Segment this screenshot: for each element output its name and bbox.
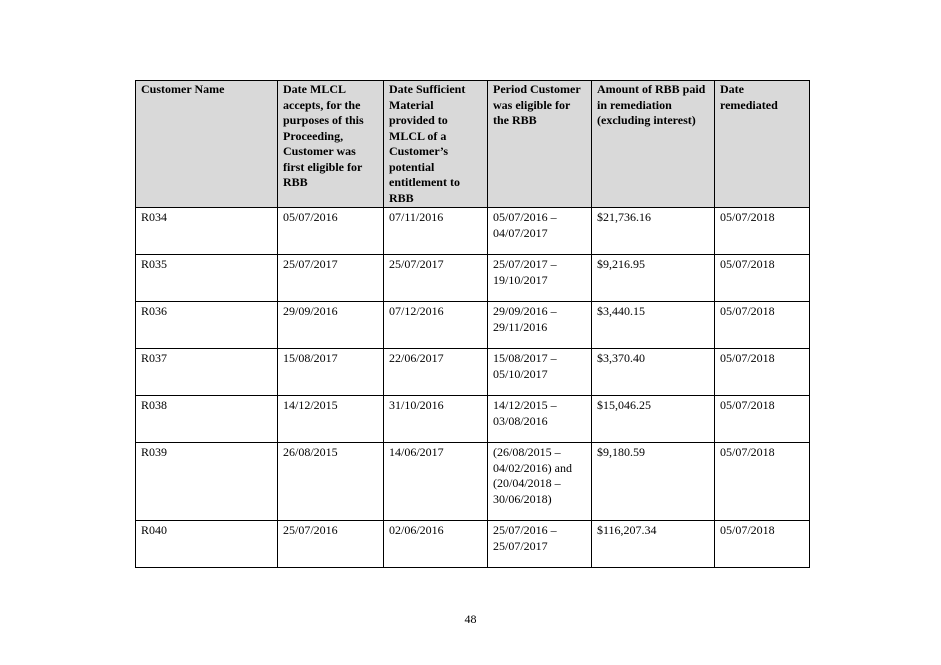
cell-date-remediated: 05/07/2018 — [715, 255, 810, 302]
table-body — [136, 208, 810, 568]
cell-date-remediated: 05/07/2018 — [715, 208, 810, 255]
cell-amount-paid: $15,046.25 — [592, 396, 715, 443]
cell-date-remediated: 05/07/2018 — [715, 521, 810, 568]
cell-sufficient-material-date: 25/07/2017 — [384, 255, 488, 302]
cell-amount-paid: $9,180.59 — [592, 443, 715, 521]
cell-date-remediated: 05/07/2018 — [715, 396, 810, 443]
header-sufficient-material-date: Date Sufficient Material provided to MLCL of a Customer’s potential entitlement to RBB — [384, 81, 488, 208]
table-row — [136, 396, 810, 443]
cell-sufficient-material-date: 14/06/2017 — [384, 443, 488, 521]
cell-eligibility-period: 15/08/2017 – 05/10/2017 — [488, 349, 592, 396]
cell-amount-paid: $21,736.16 — [592, 208, 715, 255]
page-number: 48 — [464, 612, 477, 626]
cell-eligibility-period: 25/07/2017 – 19/10/2017 — [488, 255, 592, 302]
cell-date-remediated: 05/07/2018 — [715, 349, 810, 396]
table-row — [136, 349, 810, 396]
header-eligibility-period: Period Customer was eligible for the RBB — [488, 81, 592, 208]
cell-date-remediated: 05/07/2018 — [715, 443, 810, 521]
cell-sufficient-material-date: 07/11/2016 — [384, 208, 488, 255]
remediation-table — [135, 80, 810, 568]
cell-amount-paid: $3,440.15 — [592, 302, 715, 349]
cell-customer-name: R038 — [136, 396, 278, 443]
cell-first-eligible-date: 15/08/2017 — [278, 349, 384, 396]
header-first-eligible-date: Date MLCL accepts, for the purposes of this Proceeding, Customer was first eligible for RBB — [278, 81, 384, 208]
table-row — [136, 255, 810, 302]
header-amount-paid: Amount of RBB paid in remediation (excluding interest) — [592, 81, 715, 208]
header-customer-name: Customer Name — [136, 81, 278, 208]
header-row — [136, 81, 810, 208]
cell-sufficient-material-date: 31/10/2016 — [384, 396, 488, 443]
cell-first-eligible-date: 14/12/2015 — [278, 396, 384, 443]
cell-amount-paid: $9,216.95 — [592, 255, 715, 302]
cell-sufficient-material-date: 07/12/2016 — [384, 302, 488, 349]
table-row — [136, 443, 810, 521]
cell-customer-name: R036 — [136, 302, 278, 349]
table-header — [136, 81, 810, 208]
cell-first-eligible-date: 25/07/2017 — [278, 255, 384, 302]
table-row — [136, 302, 810, 349]
cell-eligibility-period: 14/12/2015 – 03/08/2016 — [488, 396, 592, 443]
table-row — [136, 521, 810, 568]
cell-sufficient-material-date: 02/06/2016 — [384, 521, 488, 568]
cell-eligibility-period: 29/09/2016 – 29/11/2016 — [488, 302, 592, 349]
cell-first-eligible-date: 26/08/2015 — [278, 443, 384, 521]
cell-sufficient-material-date: 22/06/2017 — [384, 349, 488, 396]
cell-eligibility-period: 05/07/2016 – 04/07/2017 — [488, 208, 592, 255]
cell-amount-paid: $116,207.34 — [592, 521, 715, 568]
cell-first-eligible-date: 29/09/2016 — [278, 302, 384, 349]
cell-first-eligible-date: 25/07/2016 — [278, 521, 384, 568]
cell-eligibility-period: 25/07/2016 – 25/07/2017 — [488, 521, 592, 568]
cell-date-remediated: 05/07/2018 — [715, 302, 810, 349]
cell-customer-name: R034 — [136, 208, 278, 255]
cell-first-eligible-date: 05/07/2016 — [278, 208, 384, 255]
cell-customer-name: R040 — [136, 521, 278, 568]
cell-customer-name: R039 — [136, 443, 278, 521]
header-date-remediated: Date remediated — [715, 81, 810, 208]
cell-customer-name: R035 — [136, 255, 278, 302]
cell-eligibility-period: (26/08/2015 – 04/02/2016) and (20/04/2018 – 30/06/2018) — [488, 443, 592, 521]
cell-customer-name: R037 — [136, 349, 278, 396]
cell-amount-paid: $3,370.40 — [592, 349, 715, 396]
table-row — [136, 208, 810, 255]
